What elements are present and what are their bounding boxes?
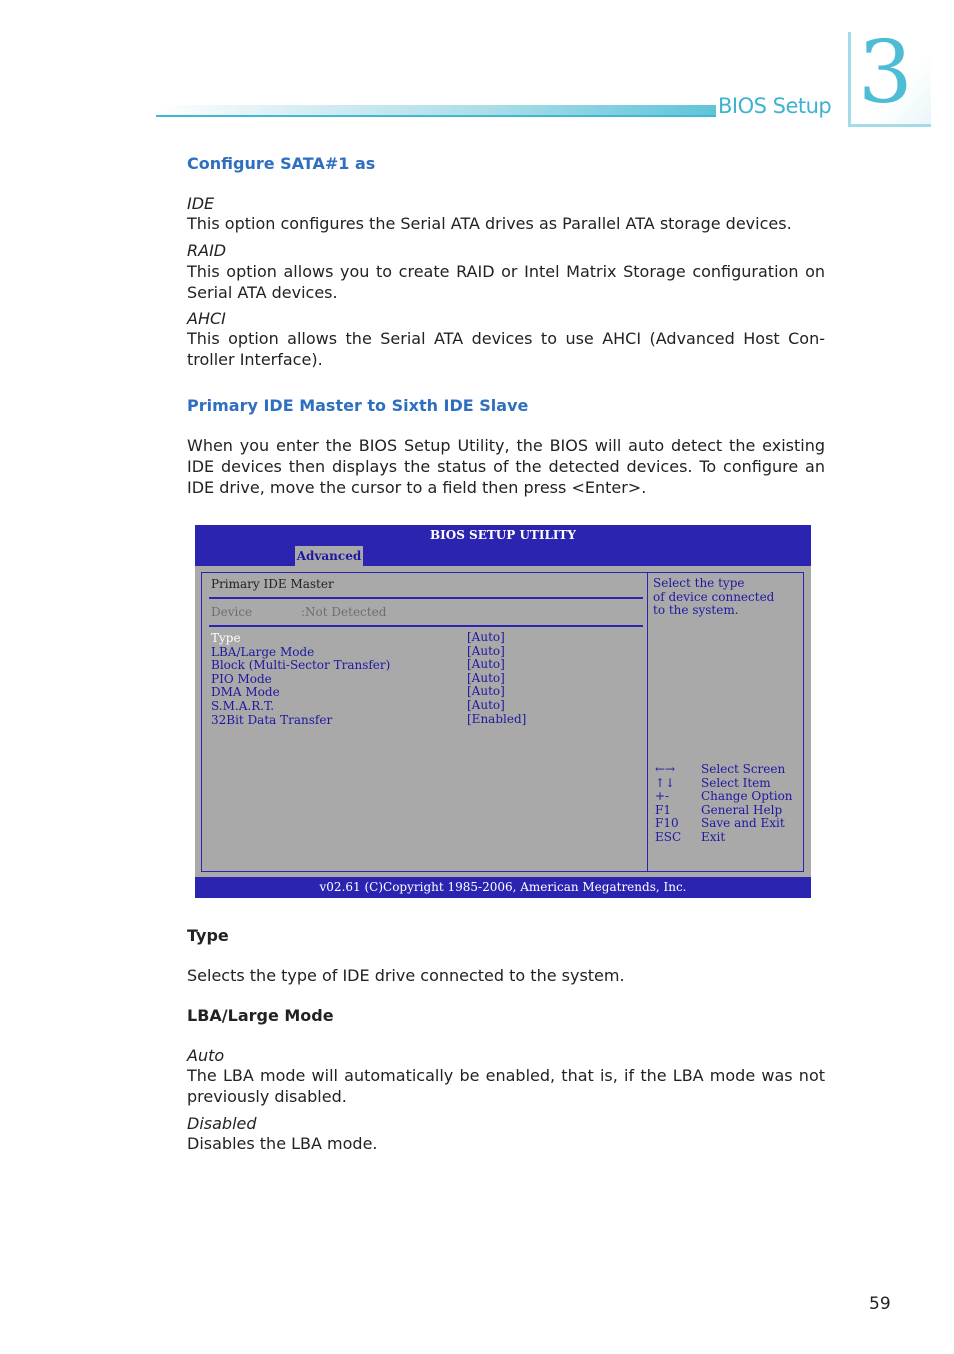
option-name-ahci: AHCI [187, 309, 226, 328]
bios-item-lba-large-mode[interactable]: LBA/Large Mode [211, 644, 315, 659]
bios-item-type[interactable]: Type [211, 631, 241, 645]
bios-key-f1: F1 [655, 802, 671, 817]
bios-title-bar: BIOS SETUP UTILITY [195, 525, 811, 546]
option-name-auto: Auto [187, 1046, 225, 1065]
bios-footer: v02.61 (C)Copyright 1985-2006, American Megatrends, Inc. [195, 877, 811, 898]
bios-key-esc: ESC [655, 829, 682, 844]
option-desc-disabled: Disables the LBA mode. [187, 1134, 378, 1153]
bios-key-desc: Save and Exit [701, 816, 785, 831]
bios-divider [209, 597, 643, 599]
option-name-disabled: Disabled [187, 1114, 257, 1133]
bios-key-desc-list [701, 763, 793, 845]
option-desc-ahci: This option allows the Serial ATA devices to use AHCI (Advanced Host Con-troller Interface). [187, 329, 825, 369]
bios-divider [209, 625, 643, 627]
bios-item-32bit-transfer[interactable]: 32Bit Data Transfer [211, 712, 333, 727]
bios-key-desc: Exit [701, 829, 726, 844]
bios-item-smart[interactable]: S.M.A.R.T. [211, 698, 275, 713]
section-heading-configure-sata: Configure SATA#1 as [187, 154, 376, 173]
section-heading-lba: LBA/Large Mode [187, 1006, 334, 1025]
bios-key-arrows-ud: ↑↓ [655, 775, 676, 790]
option-desc-ide: This option configures the Serial ATA drives as Parallel ATA storage devices. [187, 214, 792, 233]
chapter-number: 3 [858, 23, 913, 123]
bios-key-arrows-lr: ←→ [655, 762, 676, 776]
bios-device-label: Device [211, 605, 253, 619]
bios-tab-advanced[interactable]: Advanced [295, 546, 363, 566]
bios-value-block-transfer[interactable]: [Auto] [467, 657, 505, 672]
bios-item-pio-mode[interactable]: PIO Mode [211, 671, 272, 686]
bios-device-value: :Not Detected [301, 605, 387, 619]
bios-value-dma-mode[interactable]: [Auto] [467, 684, 505, 699]
bios-item-dma-mode[interactable]: DMA Mode [211, 685, 280, 700]
bios-key-desc: Change Option [701, 789, 793, 804]
bios-help-text [653, 577, 801, 618]
bios-screenshot [195, 525, 811, 898]
option-name-raid: RAID [187, 241, 227, 260]
bios-key-f10: F10 [655, 816, 679, 831]
bios-value-pio-mode[interactable]: [Auto] [467, 670, 505, 685]
section-text-primary-ide: When you enter the BIOS Setup Utility, the BIOS will auto detect the existing IDE devices then displays the status of the detected devices. To configure an IDE drive, move the cursor to a field then press <Enter>. [187, 436, 825, 497]
bios-help-panel [647, 572, 804, 872]
bios-value-list [467, 631, 526, 726]
option-desc-raid: This option allows you to create RAID or Intel Matrix Storage configuration on Serial ATA devices. [187, 262, 825, 302]
bios-help-line: Select the type [653, 576, 745, 590]
bios-value-type[interactable]: [Auto] [467, 630, 505, 644]
bios-value-lba-large-mode[interactable]: [Auto] [467, 643, 505, 658]
bios-key-desc: Select Item [701, 775, 771, 790]
bios-key-plus-minus: +- [655, 789, 670, 804]
option-name-ide: IDE [187, 194, 215, 213]
bios-value-32bit-transfer[interactable]: [Enabled] [467, 711, 527, 726]
bios-help-line: of device connected [653, 589, 775, 604]
bios-key-desc: Select Screen [701, 762, 786, 776]
option-desc-auto: The LBA mode will automatically be enabled, that is, if the LBA mode was not previously disabled. [187, 1066, 825, 1106]
section-heading-primary-ide: Primary IDE Master to Sixth IDE Slave [187, 396, 529, 415]
header-rule [156, 115, 716, 117]
bios-main-panel [201, 572, 648, 872]
bios-key-desc: General Help [701, 802, 783, 817]
bios-help-line: to the system. [653, 603, 739, 617]
section-text-type: Selects the type of IDE drive connected to the system. [187, 966, 625, 985]
bios-menu-bar [195, 546, 811, 566]
section-heading-type: Type [187, 926, 229, 945]
header-title: BIOS Setup [718, 94, 832, 118]
bios-item-list [211, 632, 390, 727]
bios-item-block-transfer[interactable]: Block (Multi-Sector Transfer) [211, 658, 391, 673]
page-number: 59 [869, 1294, 891, 1314]
bios-value-smart[interactable]: [Auto] [467, 697, 505, 712]
bios-key-list [655, 763, 681, 845]
bios-section-title: Primary IDE Master [211, 577, 334, 591]
